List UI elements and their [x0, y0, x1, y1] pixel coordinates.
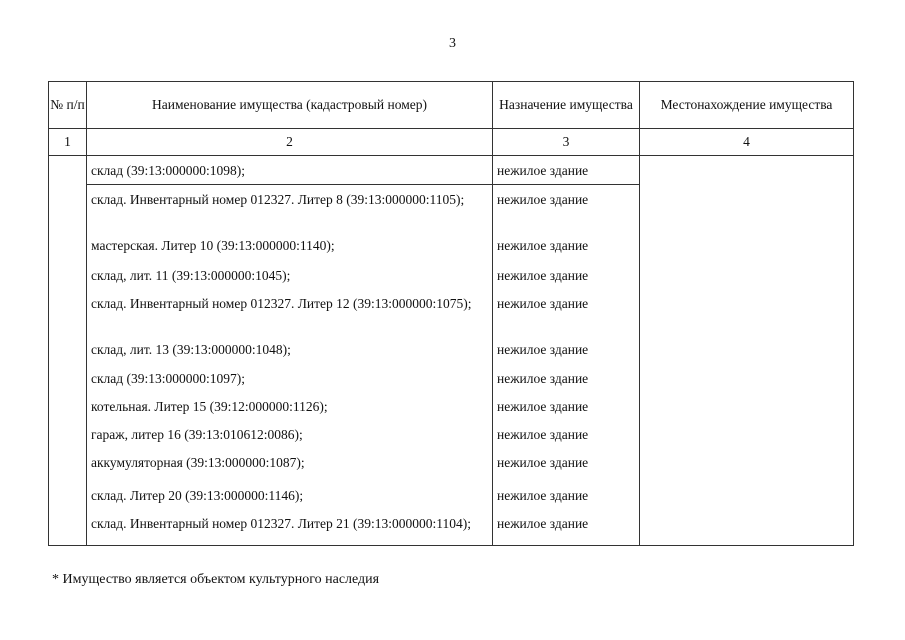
column-number: 4: [640, 129, 854, 156]
column-number: 2: [87, 129, 493, 156]
property-name: склад. Инвентарный номер 012327. Литер 12 (39:13:000000:1075);: [87, 289, 493, 335]
property-purpose: нежилое здание: [493, 231, 640, 261]
property-name: склад. Инвентарный номер 012327. Литер 8 (39:13:000000:1105);: [87, 185, 493, 231]
row-number-cell: [49, 156, 87, 546]
header-num: № п/п: [49, 82, 87, 129]
property-purpose: нежилое здание: [493, 156, 640, 185]
property-purpose: нежилое здание: [493, 448, 640, 481]
property-purpose: нежилое здание: [493, 364, 640, 392]
property-location: [640, 156, 854, 546]
property-name: склад, лит. 13 (39:13:000000:1048);: [87, 335, 493, 364]
property-table: [48, 81, 854, 546]
footnote: * Имущество является объектом культурного наследия: [52, 572, 380, 587]
property-purpose: нежилое здание: [493, 335, 640, 364]
property-purpose: нежилое здание: [493, 261, 640, 289]
header-location: Местонахождение имущества: [640, 82, 854, 129]
property-purpose: нежилое здание: [493, 185, 640, 231]
table-header-row: [49, 82, 854, 129]
property-purpose: нежилое здание: [493, 289, 640, 335]
property-name: склад (39:13:000000:1098);: [87, 156, 493, 185]
column-number: 3: [493, 129, 640, 156]
property-name: мастерская. Литер 10 (39:13:000000:1140);: [87, 231, 493, 261]
page-number: 3: [449, 36, 456, 51]
property-name: аккумуляторная (39:13:000000:1087);: [87, 448, 493, 481]
header-name: Наименование имущества (кадастровый номер): [87, 82, 493, 129]
header-purpose: Назначение имущества: [493, 82, 640, 129]
property-name: склад, лит. 11 (39:13:000000:1045);: [87, 261, 493, 289]
property-purpose: нежилое здание: [493, 392, 640, 420]
table-row: [49, 156, 854, 185]
column-number-row: [49, 129, 854, 156]
column-number: 1: [49, 129, 87, 156]
property-name: склад. Литер 20 (39:13:000000:1146);: [87, 481, 493, 509]
property-purpose: нежилое здание: [493, 420, 640, 448]
property-purpose: нежилое здание: [493, 481, 640, 509]
property-name: склад. Инвентарный номер 012327. Литер 21 (39:13:000000:1104);: [87, 509, 493, 546]
property-name: котельная. Литер 15 (39:12:000000:1126);: [87, 392, 493, 420]
property-name: гараж, литер 16 (39:13:010612:0086);: [87, 420, 493, 448]
property-purpose: нежилое здание: [493, 509, 640, 546]
property-name: склад (39:13:000000:1097);: [87, 364, 493, 392]
